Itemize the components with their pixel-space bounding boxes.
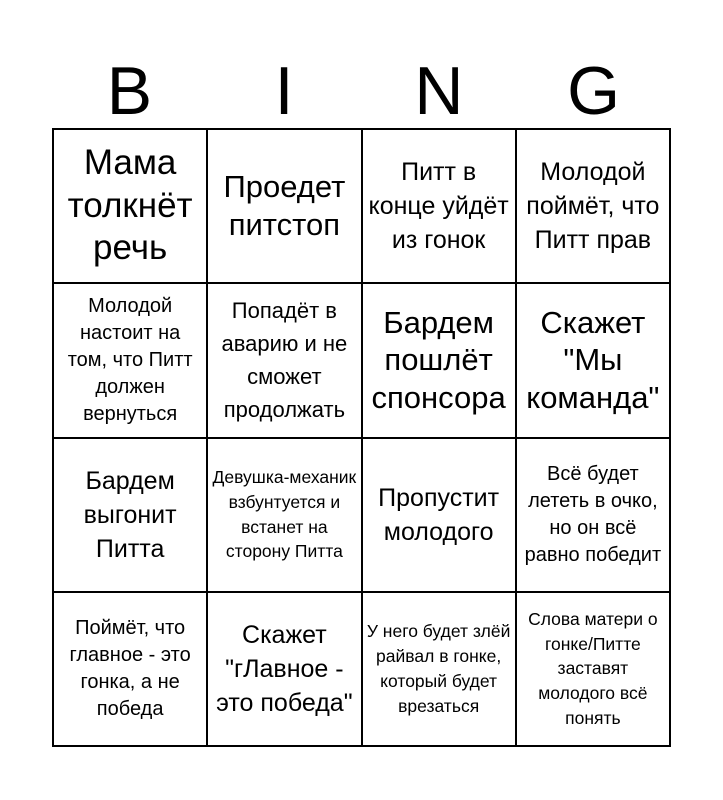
bingo-cell[interactable] bbox=[54, 284, 208, 438]
bingo-cell[interactable] bbox=[517, 130, 671, 284]
cell-text: Бардем выгонит Питта bbox=[83, 466, 177, 563]
bingo-cell[interactable] bbox=[363, 130, 517, 284]
cell-text: Молодой настоит на том, что Питт должен вернуться bbox=[67, 294, 193, 425]
cell-text: Девушка-механик взбунтуется и встанет на сторону Питта bbox=[212, 466, 357, 562]
bingo-cell[interactable] bbox=[517, 284, 671, 438]
bingo-cell[interactable] bbox=[208, 439, 362, 593]
bingo-cell[interactable] bbox=[208, 130, 362, 284]
bingo-cell[interactable] bbox=[363, 284, 517, 438]
bingo-cell[interactable] bbox=[54, 593, 208, 747]
cell-text: Скажет "Мы команда" bbox=[526, 304, 660, 416]
cell-text: Пропустит молодого bbox=[378, 483, 500, 546]
header-letter-n: N bbox=[414, 53, 464, 129]
bingo-header bbox=[52, 53, 671, 129]
cell-text: У него будет злёй райвал в гонке, который будет врезаться bbox=[366, 621, 511, 716]
bingo-grid bbox=[52, 128, 671, 747]
bingo-cell[interactable] bbox=[517, 593, 671, 747]
cell-text: Слова матери о гонке/Питте заставят молодого всё понять bbox=[528, 608, 658, 729]
cell-text: Поймёт, что главное - это гонка, а не победа bbox=[69, 616, 191, 720]
header-letter-i: I bbox=[274, 53, 294, 129]
header-letter-b: B bbox=[106, 53, 153, 129]
cell-text: Питт в конце уйдёт из гонок bbox=[368, 158, 509, 255]
cell-text: Скажет "гЛавное - это победа" bbox=[216, 620, 353, 717]
cell-text: Молодой поймёт, что Питт прав bbox=[526, 158, 660, 255]
cell-text: Проедет питстоп bbox=[223, 169, 346, 243]
header-letter-g: G bbox=[567, 53, 621, 129]
bingo-cell[interactable] bbox=[208, 593, 362, 747]
bingo-cell[interactable] bbox=[208, 284, 362, 438]
bingo-cell[interactable] bbox=[54, 439, 208, 593]
cell-text: Мама толкнёт речь bbox=[67, 143, 193, 268]
cell-text: Всё будет лететь в очко, но он всё равно победит bbox=[524, 462, 662, 566]
bingo-cell[interactable] bbox=[363, 439, 517, 593]
bingo-cell[interactable] bbox=[54, 130, 208, 284]
bingo-cell[interactable] bbox=[517, 439, 671, 593]
bingo-cell[interactable] bbox=[363, 593, 517, 747]
cell-text: Бардем пошлёт спонсора bbox=[371, 304, 506, 416]
cell-text: Попадёт в аварию и не сможет продолжать bbox=[221, 298, 348, 423]
